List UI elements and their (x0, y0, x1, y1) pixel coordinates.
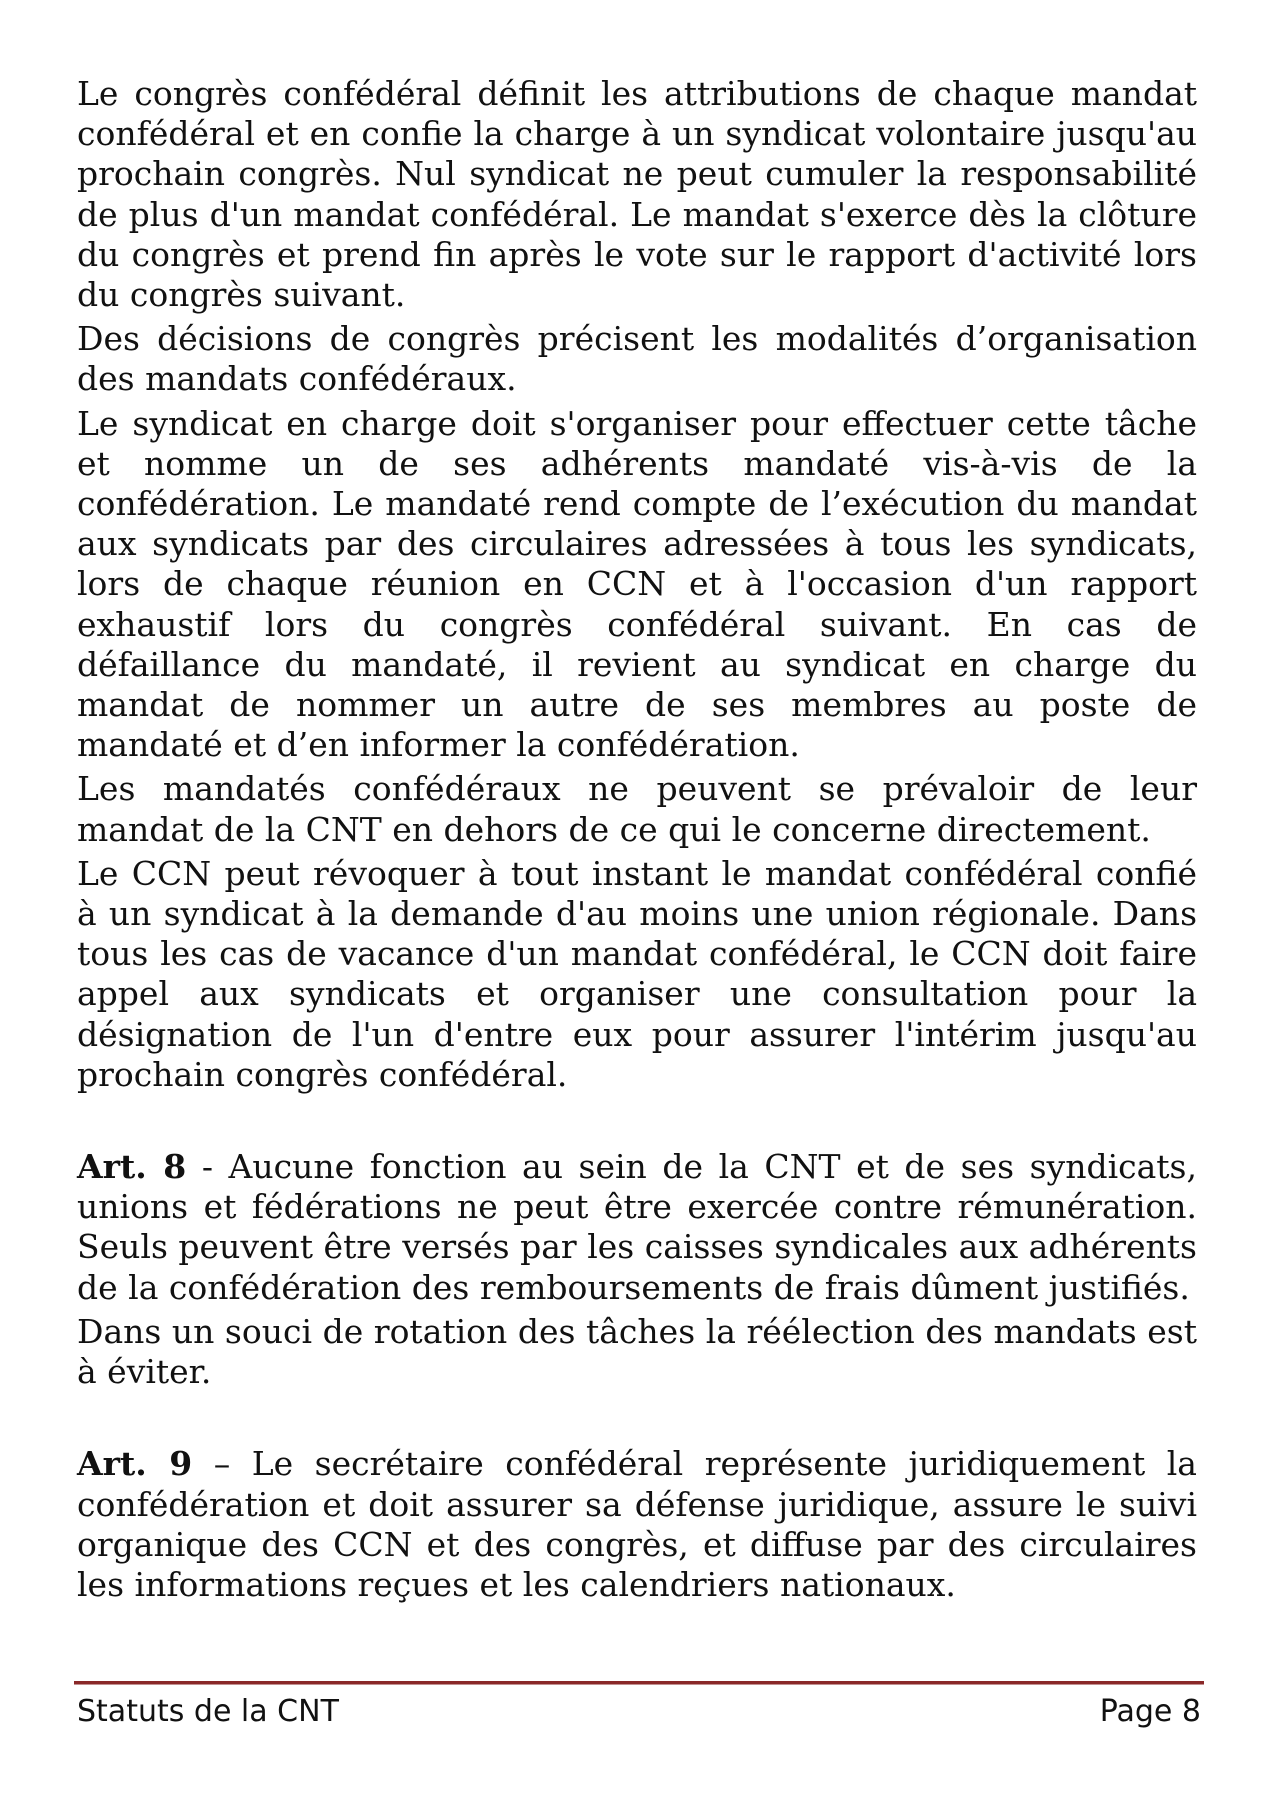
paragraph-mandates-prevaloir: Les mandatés confédéraux ne peuvent se prévaloir de leur mandat de la CNT en dehors de ce qui le concerne directement. (77, 769, 1197, 849)
article-9 (77, 1444, 1197, 1605)
article-8-text: - Aucune fonction au sein de la CNT et de ses syndicats, unions et fédérations ne peut être exercée contre rémunération. Seuls peuvent être versés par les caisses syndicales aux adhérents de la confédération des remboursements de frais dûment justifiés. (77, 1147, 1197, 1307)
document-body (77, 74, 1197, 1609)
footer-page-number: Page 8 (1099, 1694, 1201, 1729)
article-8 (77, 1147, 1197, 1308)
paragraph-mandat-attributions: Le congrès confédéral définit les attributions de chaque mandat confédéral et en confie la charge à un syndicat volontaire jusqu'au prochain congrès. Nul syndicat ne peut cumuler la responsabilité de plus d'un mandat confédéral. Le mandat s'exerce dès la clôture du congrès et prend fin après le vote sur le rapport d'activité lors du congrès suivant. (77, 74, 1197, 315)
footer-divider (74, 1681, 1204, 1685)
paragraph-syndicat-en-charge: Le syndicat en charge doit s'organiser pour effectuer cette tâche et nomme un de ses adhérents mandaté vis-à-vis de la confédération. Le mandaté rend compte de l’exécution du mandat aux syndicats par des circulaires adressées à tous les syndicats, lors de chaque réunion en CCN et à l'occasion d'un rapport exhaustif lors du congrès confédéral suivant. En cas de défaillance du mandaté, il revient au syndicat en charge du mandat de nommer un autre de ses membres au poste de mandaté et d’en informer la confédération. (77, 403, 1197, 765)
article-8-label: Art. 8 (77, 1147, 187, 1187)
article-8-rotation: Dans un souci de rotation des tâches la réélection des mandats est à éviter. (77, 1311, 1197, 1392)
article-9-label: Art. 9 (77, 1444, 193, 1484)
article-9-text: – Le secrétaire confédéral représente juridiquement la confédération et doit assurer sa défense juridique, assure le suivi organique des CCN et des congrès, et diffuse par des circulaires les informations reçues et les calendriers nationaux. (77, 1444, 1197, 1604)
paragraph-ccn-revocation: Le CCN peut révoquer à tout instant le mandat confédéral confié à un syndicat à la demande d'au moins une union régionale. Dans tous les cas de vacance d'un mandat confédéral, le CCN doit faire appel aux syndicats et organiser une consultation pour la désignation de l'un d'entre eux pour assurer l'intérim jusqu'au prochain congrès confédéral. (77, 853, 1197, 1094)
paragraph-mandat-modalites: Des décisions de congrès précisent les modalités d’organisation des mandats confédéraux. (77, 319, 1197, 399)
footer-document-title: Statuts de la CNT (77, 1694, 339, 1729)
